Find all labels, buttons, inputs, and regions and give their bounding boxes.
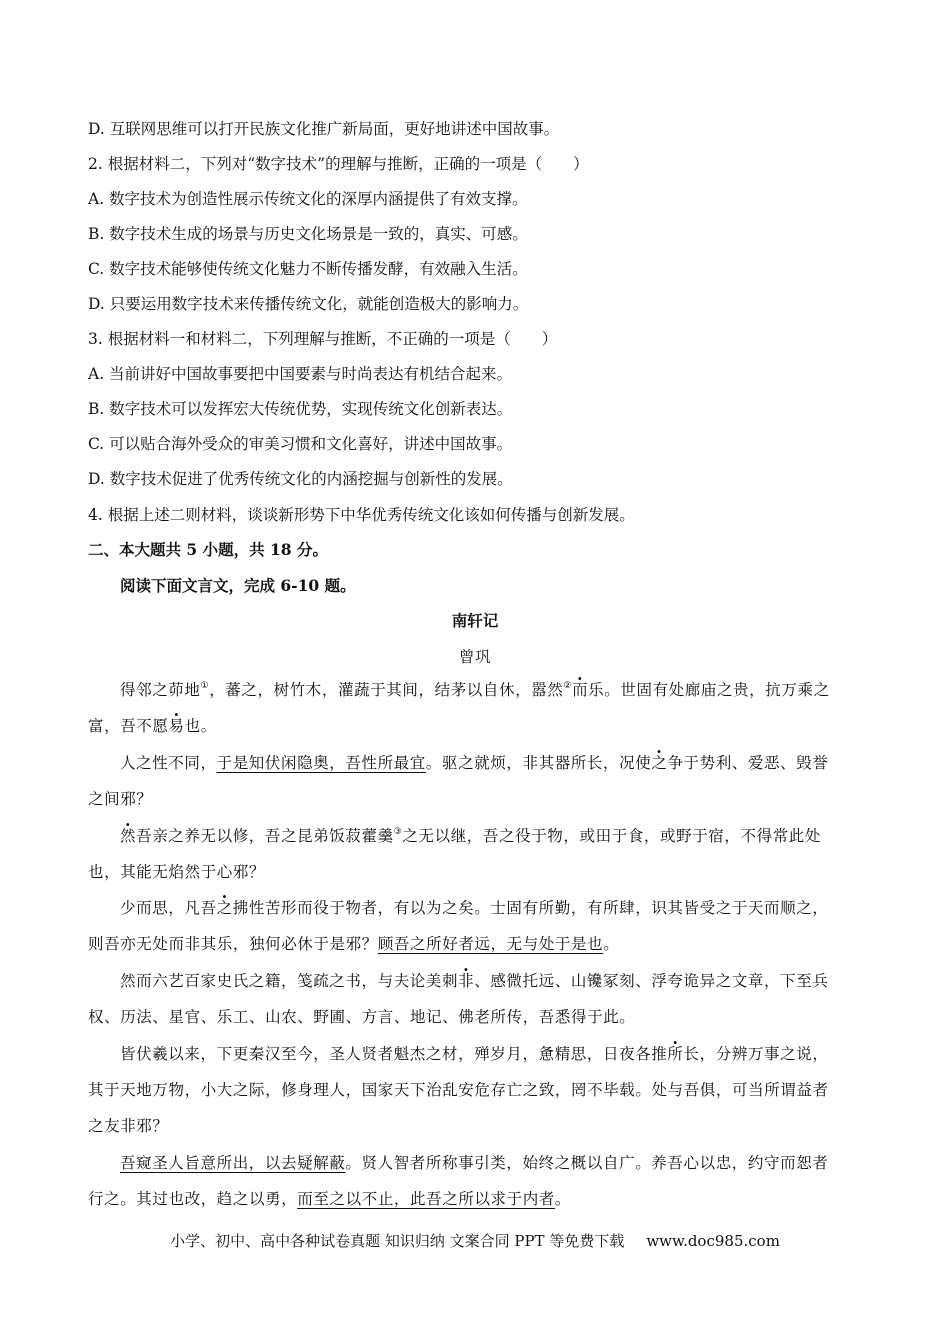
underlined-sentence: 顾吾之所好者远，无与处于是也 (377, 935, 604, 953)
essay-paragraph-6 (120, 1043, 880, 1065)
essay-author: 曾巩 (458, 648, 492, 666)
q1-option-d: D. 互联网思维可以打开民族文化推广新局面，更好地讲述中国故事。 (88, 120, 560, 138)
q2-option-c: C. 数字技术能够使传统文化魅力不断传播发酵，有效融入生活。 (88, 260, 528, 278)
q2-option-a: A. 数字技术为创造性展示传统文化的深厚内涵提供了有效支撑。 (88, 190, 528, 208)
text-span: 。 (603, 935, 620, 953)
underlined-sentence: 于是知伏闲隐奥，吾性所最宜 (216, 754, 426, 772)
dotted-word: 然 (120, 827, 137, 845)
q2-option-d: D. 只要运用数字技术来传播传统文化，就能创造极大的影响力。 (88, 295, 529, 313)
text-span: 争于势利、爱恶、毁誉 (667, 754, 829, 772)
text-span: 。 (554, 1190, 572, 1208)
essay-paragraph-6-cont: 其于天地万物，小大之际，修身理人，国家天下治乱安危存亡之致，罔不毕载。处与吾俱，可当所谓益者 (88, 1081, 829, 1099)
text-span: 少而思，凡吾 (120, 899, 217, 917)
section-heading: 二、本大题共 5 小题，共 18 分。 (88, 540, 328, 559)
essay-paragraph-5 (120, 970, 880, 992)
footnote-marker-2: ② (563, 681, 573, 691)
page-footer (0, 1230, 950, 1251)
text-span: 人之性不同， (120, 754, 217, 772)
footnote-marker-1: ① (200, 681, 210, 691)
text-span: ，蕃之，树竹木，灌蔬于其间，结茅以自休，嚣然 (209, 681, 564, 699)
dotted-word: 之 (216, 899, 233, 917)
text-span: 之无以继，吾之役于物，或田于食，或野于宿，不得常此处 (402, 827, 821, 845)
text-span: 。驱之就烦，非其器所长，况使 (425, 754, 652, 772)
essay-paragraph-7 (120, 1152, 880, 1174)
essay-paragraph-2 (120, 752, 880, 774)
q3-stem: 3. 根据材料一和材料二，下列理解与推断，不正确的一项是（ ） (88, 330, 558, 348)
essay-paragraph-7-cont (88, 1188, 880, 1210)
essay-paragraph-5-cont: 权、历法、星官、乐工、山农、野圃、方言、地记、佛老所传，吾悉得于此。 (88, 1008, 636, 1026)
text-span: 吾亲之养无以修，吾之昆弟饭菽藿羹 (136, 827, 394, 845)
text-span: 长，分辨万事之说， (683, 1045, 829, 1063)
footnote-marker-3: ③ (393, 827, 403, 837)
essay-paragraph-6-cont-2: 之友非邪？ (88, 1117, 169, 1135)
text-span: 。贤人智者所称事引类，始终之概以自广。养吾心以忠，约守而恕者 (345, 1154, 829, 1172)
essay-paragraph-3-cont: 也，其能无焰然于心邪？ (88, 863, 266, 881)
essay-paragraph-1-cont (88, 715, 880, 737)
text-span: 行之。其过也改，趋之以勇， (88, 1190, 298, 1208)
footer-text: 小学、初中、高中各种试卷真题 知识归纳 文案合同 PPT 等免费下载 (170, 1232, 625, 1250)
underlined-sentence: 而至之以不止，此吾之所以求于内者 (297, 1190, 555, 1208)
q2-option-b: B. 数字技术生成的场景与历史文化场景是一致的，真实、可感。 (88, 225, 528, 243)
footer-url[interactable]: www.doc985.com (646, 1232, 780, 1250)
essay-paragraph-3 (120, 825, 880, 847)
q3-option-a: A. 当前讲好中国故事要把中国要素与时尚表达有机结合起来。 (88, 365, 513, 383)
essay-title: 南轩记 (451, 611, 499, 630)
text-span: 富，吾不愿 (88, 717, 169, 735)
section-instruction: 阅读下面文言文，完成 6-10 题。 (120, 576, 356, 595)
q3-option-c: C. 可以贴合海外受众的审美习惯和文化喜好，讲述中国故事。 (88, 435, 513, 453)
dotted-word: 易 (168, 717, 185, 735)
q3-option-b: B. 数字技术可以发挥宏大传统优势，实现传统文化创新表达。 (88, 400, 513, 418)
dotted-word: 非 (458, 972, 475, 990)
essay-paragraph-1 (120, 679, 880, 701)
text-span: 则吾亦无处而非其乐，独何必休于是邪？ (88, 935, 378, 953)
text-span: 、感微托远、山镵冢刻、浮夸诡异之文章，下至兵 (474, 972, 829, 990)
q3-option-d: D. 数字技术促进了优秀传统文化的内涵挖掘与创新性的发展。 (88, 470, 513, 488)
text-span: 皆伏羲以来，下更秦汉至今，圣人贤者魁杰之材，殚岁月，惫精思，日夜各推 (120, 1045, 668, 1063)
q4-stem: 4. 根据上述二则材料，谈谈新形势下中华优秀传统文化该如何传播与创新发展。 (88, 506, 635, 524)
dotted-word: 而 (572, 681, 589, 699)
essay-paragraph-4 (120, 897, 880, 919)
text-span: 乐。世固有处廊庙之贵，抗万乘之 (588, 681, 830, 699)
text-span: 得邻之茆地 (120, 681, 201, 699)
dotted-word: 之 (651, 754, 668, 772)
text-span: 拂性苦形而役于物者，有以为之矣。士固有所勤，有所肆，识其皆受之于天而顺之， (232, 899, 829, 917)
text-span: 然而六艺百家史氏之籍，笺疏之书，与夫论美刺 (120, 972, 459, 990)
q2-stem: 2. 根据材料二，下列对“数字技术”的理解与推断，正确的一项是（ ） (88, 155, 589, 173)
dotted-word: 所 (667, 1045, 684, 1063)
essay-paragraph-4-cont (88, 933, 880, 955)
essay-paragraph-2-cont: 之间邪？ (88, 790, 153, 808)
text-span: 也。 (184, 717, 217, 735)
underlined-sentence: 吾窥圣人旨意所出，以去疑解蔽 (120, 1154, 346, 1172)
